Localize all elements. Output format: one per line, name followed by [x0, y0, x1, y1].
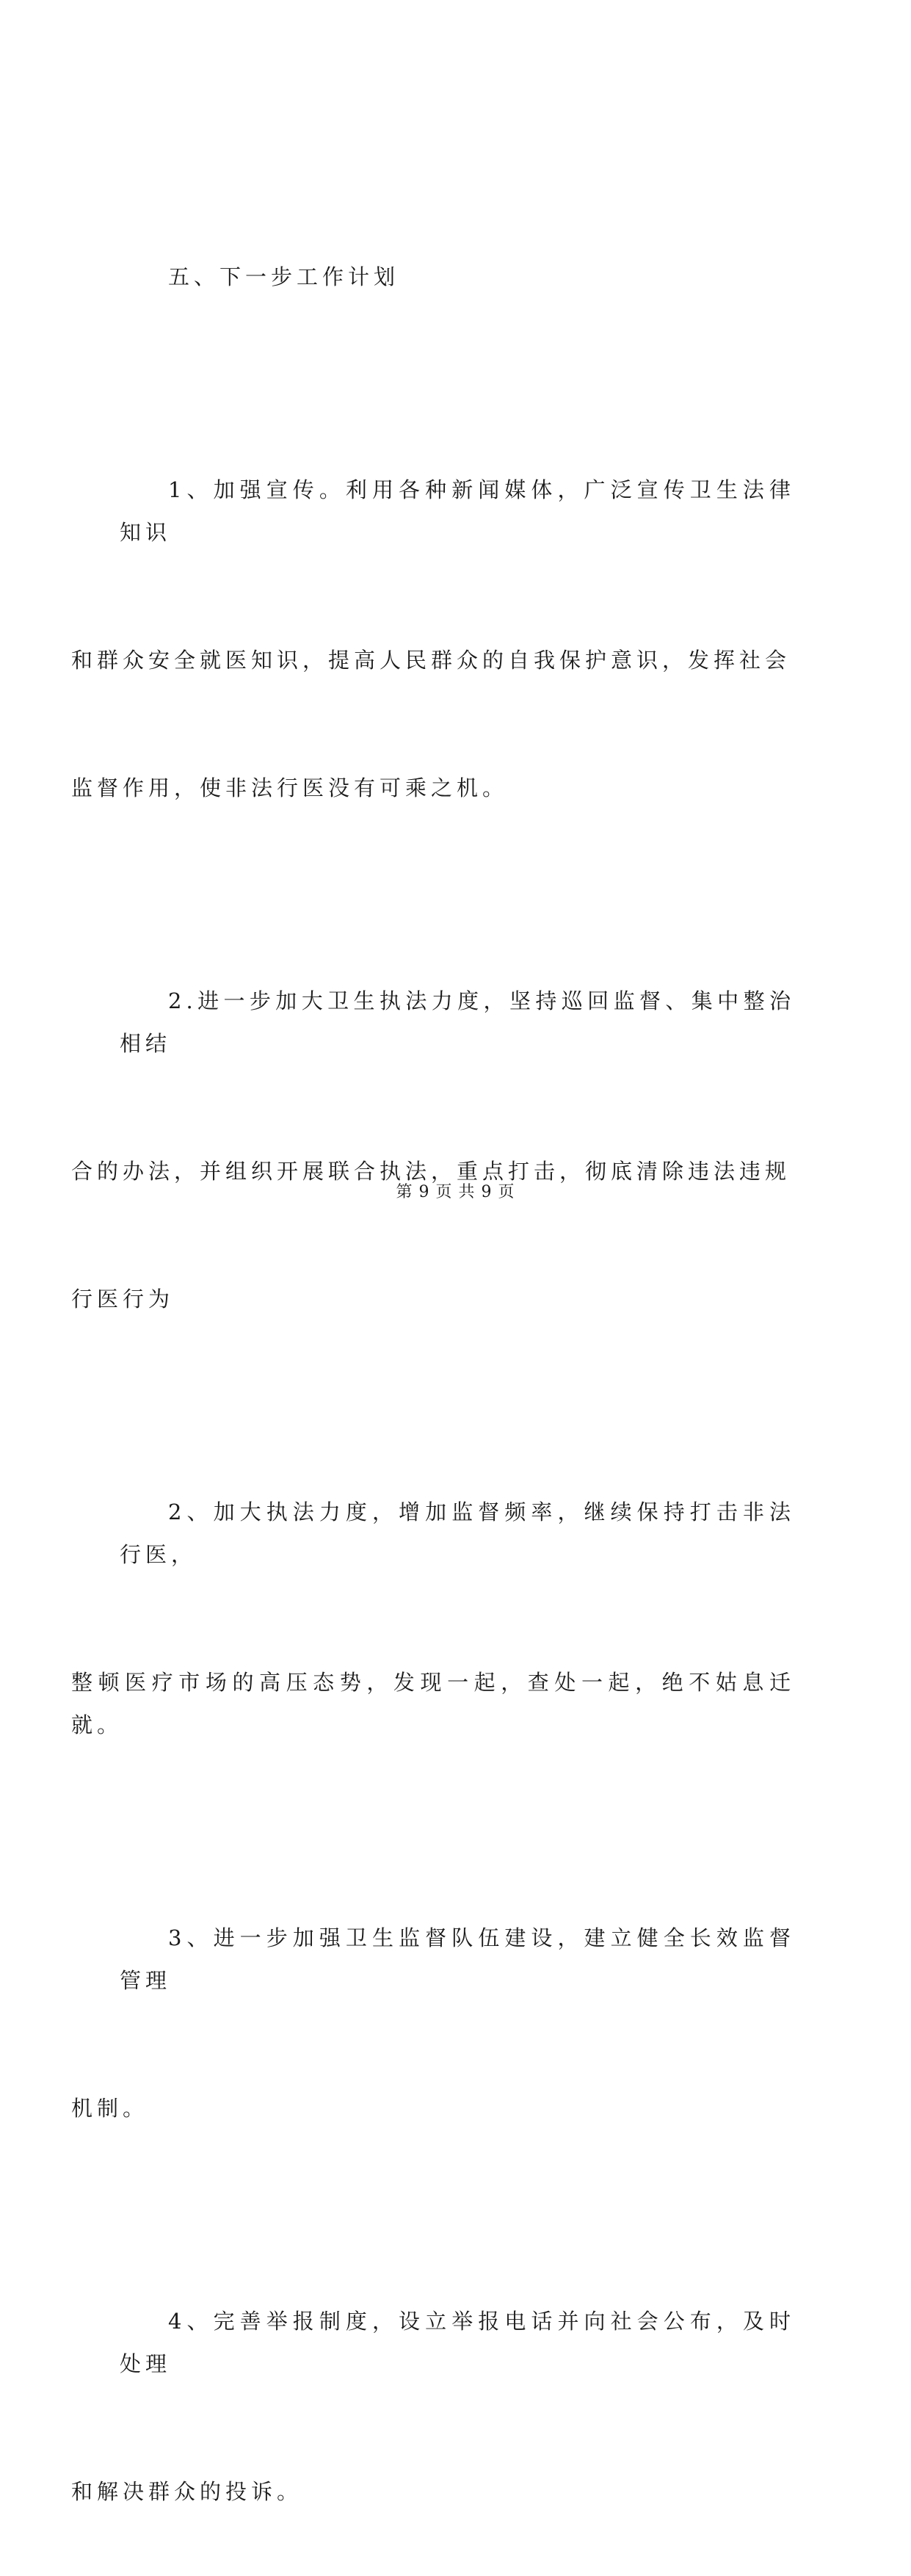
paragraph-line: 整顿医疗市场的高压态势，发现一起，查处一起，绝不姑息迁就。	[71, 1670, 795, 1737]
paragraph-line: 3、进一步加强卫生监督队伍建设，建立健全长效监督管理	[120, 1925, 795, 1993]
document-body	[71, 170, 795, 2576]
paragraph-line: 和解决群众的投诉。	[71, 2479, 303, 2504]
paragraph-5	[71, 2215, 795, 2576]
paragraph-line: 4、完善举报制度，设立举报电话并向社会公布，及时处理	[120, 2309, 795, 2376]
paragraph-3	[71, 1405, 795, 1831]
page-number-footer: 第 9 页 共 9 页	[396, 1183, 515, 1201]
paragraph-line: 2.进一步加大卫生执法力度，坚持巡回监督、集中整治相结	[120, 988, 795, 1056]
paragraph-line: 机制。	[71, 2096, 149, 2121]
paragraph-line: 和群众安全就医知识，提高人民群众的自我保护意识，发挥社会	[71, 648, 791, 673]
paragraph-4	[71, 1831, 795, 2215]
paragraph-line: 监督作用，使非法行医没有可乘之机。	[71, 775, 509, 800]
paragraph-1	[71, 383, 795, 894]
paragraph-line: 行医行为	[71, 1287, 175, 1311]
section-heading	[120, 170, 795, 383]
paragraph-line: 2、加大执法力度，增加监督频率，继续保持打击非法行医，	[120, 1499, 795, 1567]
paragraph-line: 合的办法，并组织开展联合执法，重点打击，彻底清除违法违规	[71, 1159, 791, 1184]
heading-text: 五、下一步工作计划	[168, 264, 400, 289]
paragraph-line: 1、加强宣传。利用各种新闻媒体，广泛宣传卫生法律知识	[120, 477, 795, 545]
paragraph-2	[71, 894, 795, 1405]
